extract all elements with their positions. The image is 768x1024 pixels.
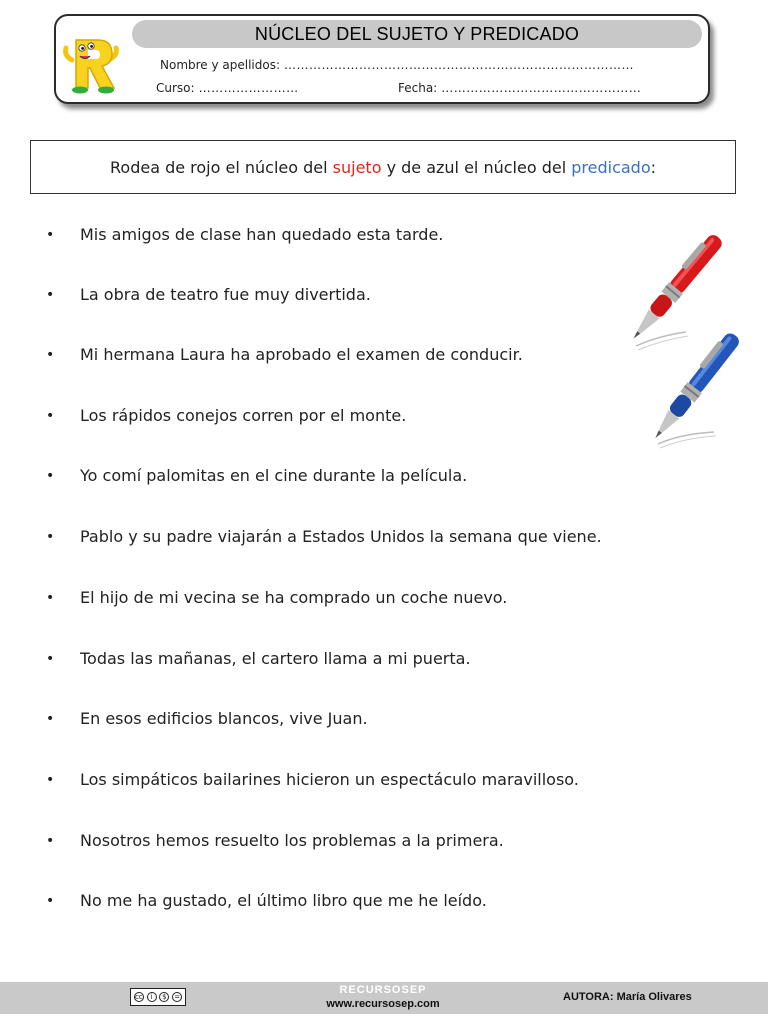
bullet: •: [46, 407, 55, 424]
name-label: Nombre y apellidos:: [160, 58, 281, 72]
nc-symbol: $: [159, 992, 169, 1002]
instruction-text-part3: :: [650, 157, 656, 177]
sentence-text: Todas las mañanas, el cartero llama a mi puerta.: [80, 649, 471, 668]
bullet: •: [46, 710, 55, 727]
name-field[interactable]: [160, 58, 634, 72]
letter-r-mascot-icon: [60, 30, 124, 94]
date-label: Fecha:: [398, 81, 438, 95]
creative-commons-license-icon: [130, 988, 186, 1006]
worksheet-title: NÚCLEO DEL SUJETO Y PREDICADO: [132, 20, 702, 48]
sentence-item[interactable]: [46, 831, 646, 850]
bullet: •: [46, 771, 55, 788]
site-name: RECURSOSEP: [339, 984, 427, 996]
sentence-item[interactable]: [46, 285, 646, 304]
bullet: •: [46, 832, 55, 849]
worksheet-header: [54, 14, 710, 104]
sentence-item[interactable]: [46, 649, 646, 668]
instruction-text-part2: y de azul el núcleo del: [381, 157, 572, 177]
bullet: •: [46, 226, 55, 243]
sentence-text: Yo comí palomitas en el cine durante la película.: [80, 466, 468, 485]
sentence-text: Nosotros hemos resuelto los problemas a la primera.: [80, 831, 504, 850]
bullet: •: [46, 467, 55, 484]
sentence-item[interactable]: [46, 345, 646, 364]
sentence-text: El hijo de mi vecina se ha comprado un coche nuevo.: [80, 588, 508, 607]
sentence-text: Mi hermana Laura ha aprobado el examen de conducir.: [80, 345, 523, 364]
nd-symbol: =: [172, 992, 182, 1002]
name-dots: …………………………………………………………………………: [284, 58, 635, 72]
course-field[interactable]: [156, 81, 299, 95]
predicate-word: predicado: [571, 157, 651, 177]
bullet: •: [46, 589, 55, 606]
sentence-item[interactable]: [46, 891, 646, 910]
sentence-item[interactable]: [46, 527, 646, 546]
bullet: •: [46, 286, 55, 303]
page-footer: [0, 982, 768, 1014]
date-field[interactable]: [398, 81, 641, 95]
bullet: •: [46, 650, 55, 667]
sentence-text: Pablo y su padre viajarán a Estados Unidos la semana que viene.: [80, 527, 602, 546]
sentence-text: Mis amigos de clase han quedado esta tarde.: [80, 225, 444, 244]
sentence-item[interactable]: [46, 770, 646, 789]
sentence-item[interactable]: [46, 466, 646, 485]
cc-symbol: cc: [134, 993, 143, 1001]
site-credit: [300, 984, 466, 1011]
course-dots: ……………………: [198, 81, 299, 95]
sentence-item[interactable]: [46, 406, 646, 425]
sentence-text: No me ha gustado, el último libro que me he leído.: [80, 891, 487, 910]
author-credit: AUTORA: María Olivares: [563, 991, 692, 1003]
site-url-link[interactable]: www.recursosep.com: [326, 998, 440, 1010]
sentence-text: La obra de teatro fue muy divertida.: [80, 285, 371, 304]
sentence-item[interactable]: [46, 709, 646, 728]
bullet: •: [46, 528, 55, 545]
sentence-text: Los rápidos conejos corren por el monte.: [80, 406, 407, 425]
instruction-box: [30, 140, 736, 194]
by-symbol: i: [147, 992, 157, 1002]
sentence-text: Los simpáticos bailarines hicieron un espectáculo maravilloso.: [80, 770, 579, 789]
date-dots: …………………………………………: [441, 81, 642, 95]
course-label: Curso:: [156, 81, 195, 95]
bullet: •: [46, 892, 55, 909]
sentence-item[interactable]: [46, 225, 646, 244]
bullet: •: [46, 346, 55, 363]
sentence-text: En esos edificios blancos, vive Juan.: [80, 709, 368, 728]
blue-pen-icon: [650, 328, 742, 450]
sentence-item[interactable]: [46, 588, 646, 607]
instruction-text-part1: Rodea de rojo el núcleo del: [110, 157, 333, 177]
subject-word: sujeto: [332, 157, 382, 177]
